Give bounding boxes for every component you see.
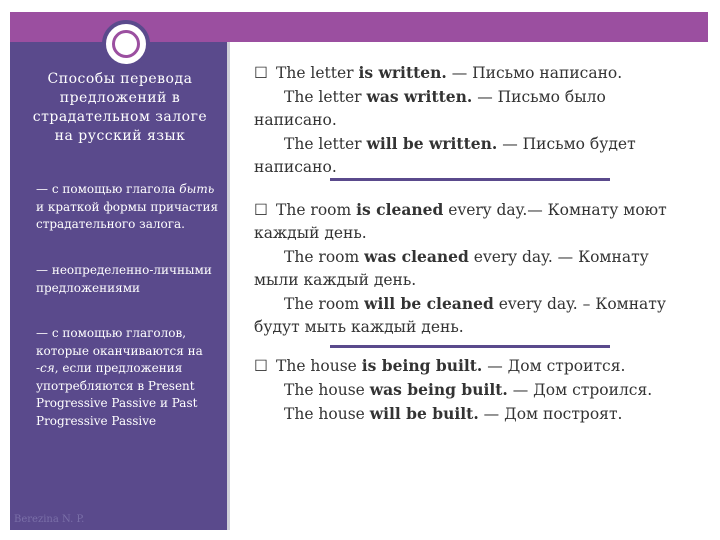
checkbox-bullet-icon: ☐ bbox=[254, 64, 268, 82]
example-line: ☐ The letter is written. — Письмо написано. bbox=[254, 61, 684, 85]
method-sya-verbs: — с помощью глаголов, которые оканчиваются на -ся, если предложения употребляются в Present Progressive Passive и Past Progressive Passive bbox=[36, 326, 203, 428]
method-verb-byt: — с помощью глагола быть и краткой формы причастия страдательного залога. bbox=[36, 182, 219, 231]
separator-line bbox=[330, 178, 610, 181]
example-line: ☐ The house is being built. — Дом строится. bbox=[254, 354, 684, 378]
panel-divider bbox=[227, 42, 230, 530]
example-block-room bbox=[254, 198, 684, 339]
method-indefinite-personal: — неопределенно-личными предложениями bbox=[36, 263, 212, 295]
example-line: The room will be cleaned every day. – Комнату будут мыть каждый день. bbox=[254, 294, 666, 336]
example-block-house bbox=[254, 354, 684, 426]
example-line: The letter will be written. — Письмо будет написано. bbox=[254, 134, 636, 176]
circle-ornament bbox=[102, 20, 150, 68]
example-line: The room was cleaned every day. — Комнату мыли каждый день. bbox=[254, 247, 649, 289]
separator-line bbox=[330, 345, 610, 348]
example-line: ☐ The room is cleaned every day.— Комнату моют каждый день. bbox=[254, 200, 667, 242]
circle-ornament-inner bbox=[112, 30, 140, 58]
author-footer: Berezina N. P. bbox=[14, 514, 85, 525]
example-line: The house will be built. — Дом построят. bbox=[284, 404, 623, 423]
example-block-letter bbox=[254, 61, 684, 179]
example-line: The letter was written. — Письмо было написано. bbox=[254, 87, 606, 129]
example-line: The house was being built. — Дом строился. bbox=[284, 380, 653, 399]
slide-title: Способы перевода предложений в страдательном залоге на русский язык bbox=[32, 71, 208, 144]
checkbox-bullet-icon: ☐ bbox=[254, 357, 268, 375]
checkbox-bullet-icon: ☐ bbox=[254, 201, 268, 219]
